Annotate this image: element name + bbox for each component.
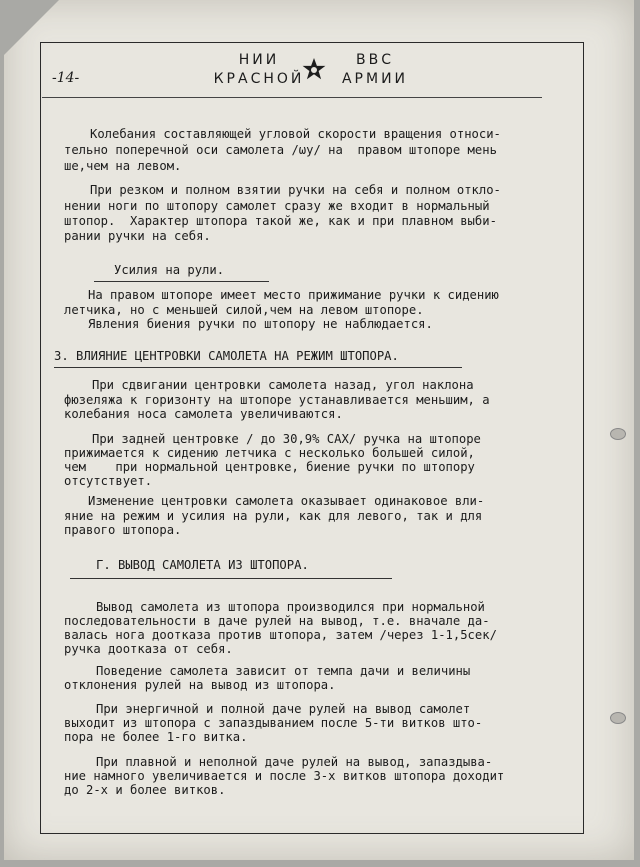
header-vvs: ВВС	[356, 52, 394, 68]
text-line: последовательности в даче рулей на вывод, т.е. вначале да-	[64, 614, 490, 628]
text-line: правого штопора.	[64, 523, 182, 537]
heading-underline	[94, 281, 269, 282]
text-line: отклонения рулей на вывод из штопора.	[64, 678, 336, 692]
text-line: колебания носа самолета увеличиваются.	[64, 407, 343, 421]
text-line: валась нога доотказа против штопора, затем /через 1-1,5сек/	[64, 628, 497, 642]
text-line: Изменение центровки самолета оказывает одинаковое вли-	[88, 494, 485, 508]
page-number: -14-	[52, 70, 80, 86]
text-line: фюзеляжа к горизонту на штопоре устанавливается меньшим, а	[64, 393, 490, 407]
heading-underline	[54, 367, 462, 368]
text-line: тельно поперечной оси самолета /ωу/ на правом штопоре мень	[64, 143, 497, 157]
text-line: На правом штопоре имеет место прижимание ручки к сидению	[88, 288, 499, 302]
section-heading: Г. ВЫВОД САМОЛЕТА ИЗ ШТОПОРА.	[96, 558, 309, 572]
red-star-icon	[302, 57, 326, 81]
header-krasnoy: КРАСНОЙ	[213, 71, 305, 87]
text-line: штопор. Характер штопора такой же, как и при плавном выби-	[64, 214, 497, 228]
text-line: Вывод самолета из штопора производился при нормальной	[96, 600, 485, 614]
text-line: прижимается к сидению летчика с несколько большей силой,	[64, 446, 475, 460]
text-line: При сдвигании центровки самолета назад, угол наклона	[92, 378, 474, 392]
text-line: Поведение самолета зависит от темпа дачи и величины	[96, 664, 471, 678]
text-line: Колебания составляющей угловой скорости вращения относи-	[90, 127, 501, 141]
text-line: ше,чем на левом.	[64, 159, 182, 173]
text-line: ние намного увеличивается и после 3-х витков штопора доходит	[64, 769, 505, 783]
header-nii: НИИ	[238, 52, 280, 68]
text-line: до 2-х и более витков.	[64, 783, 226, 797]
heading-underline	[70, 578, 392, 579]
text-line: летчика, но с меньшей силой,чем на левом штопоре.	[64, 303, 424, 317]
text-line: выходит из штопора с запаздыванием после 5-ти витков што-	[64, 716, 483, 730]
binding-hole	[610, 712, 626, 724]
document-page	[4, 0, 634, 860]
text-line: отсутствует.	[64, 474, 153, 488]
text-line: При энергичной и полной даче рулей на вывод самолет	[96, 702, 471, 716]
text-line: ручка доотказа от себя.	[64, 642, 233, 656]
header-left	[204, 51, 314, 89]
header-right	[330, 51, 420, 89]
text-line: При резком и полном взятии ручки на себя и полном откло-	[90, 183, 501, 197]
text-line: Явления биения ручки по штопору не наблюдается.	[88, 317, 433, 331]
binding-hole	[610, 428, 626, 440]
text-line: яние на режим и усилия на рули, как для левого, так и для	[64, 509, 483, 523]
text-line: нении ноги по штопору самолет сразу же входит в нормальный	[64, 199, 490, 213]
text-line: При плавной и неполной даче рулей на вывод, запаздыва-	[96, 755, 493, 769]
header-rule	[42, 97, 542, 98]
section-heading: Усилия на рули.	[114, 263, 225, 277]
text-line: При задней центровке / до 30,9% САХ/ ручка на штопоре	[92, 432, 481, 446]
section-heading: 3. ВЛИЯНИЕ ЦЕНТРОВКИ САМОЛЕТА НА РЕЖИМ ШТОПОРА.	[54, 349, 399, 363]
header-armii: АРМИИ	[341, 71, 409, 87]
text-line: пора не более 1-го витка.	[64, 730, 248, 744]
text-line: рании ручки на себя.	[64, 229, 211, 243]
text-line: чем при нормальной центровке, биение ручки по штопору	[64, 460, 475, 474]
